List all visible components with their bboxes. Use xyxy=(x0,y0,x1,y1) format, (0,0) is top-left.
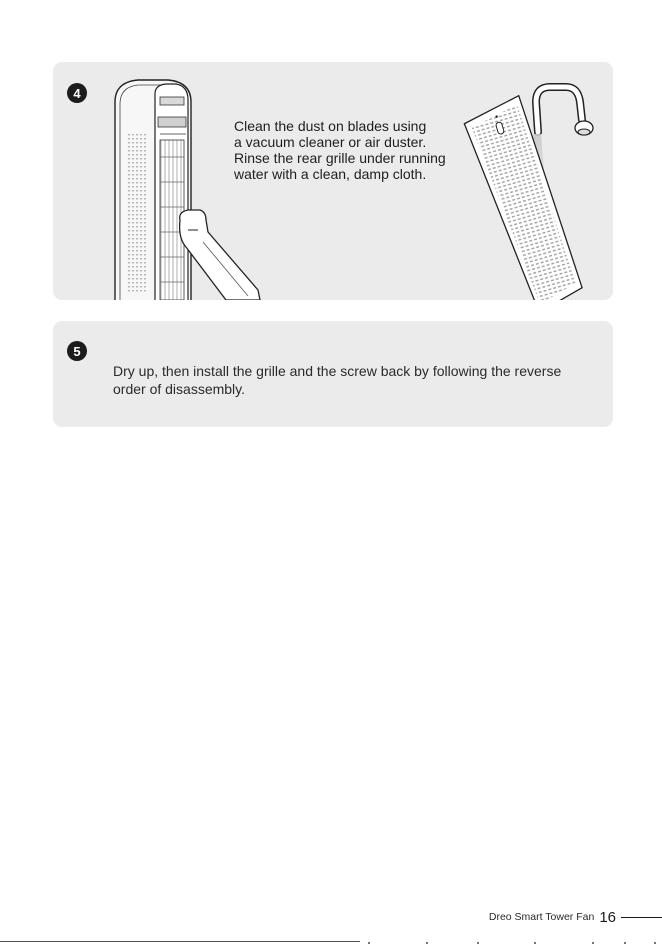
step-4-panel xyxy=(53,62,613,300)
footer-rule xyxy=(621,917,662,918)
instruction-line: water with a clean, damp cloth. xyxy=(234,166,427,182)
page-footer xyxy=(489,907,662,927)
step-number-badge: 5 xyxy=(67,341,87,361)
step-5-panel xyxy=(53,321,613,427)
instruction-line: Clean the dust on blades using xyxy=(234,118,427,134)
page-number: 16 xyxy=(599,908,616,926)
instruction-line: a vacuum cleaner or air duster. xyxy=(234,134,427,150)
step-5-instructions: Dry up, then install the grille and the screw back by following the reverse order of disassembly. xyxy=(113,363,562,397)
step-4-instructions xyxy=(234,118,474,182)
bottom-edge-rule xyxy=(0,941,360,942)
step-number-badge: 4 xyxy=(67,83,87,103)
grille-under-faucet-illustration xyxy=(448,62,613,300)
bottom-edge-marks xyxy=(362,939,662,946)
instruction-line: Rinse the rear grille under running xyxy=(234,150,446,166)
footer-product-title: Dreo Smart Tower Fan xyxy=(488,911,595,923)
